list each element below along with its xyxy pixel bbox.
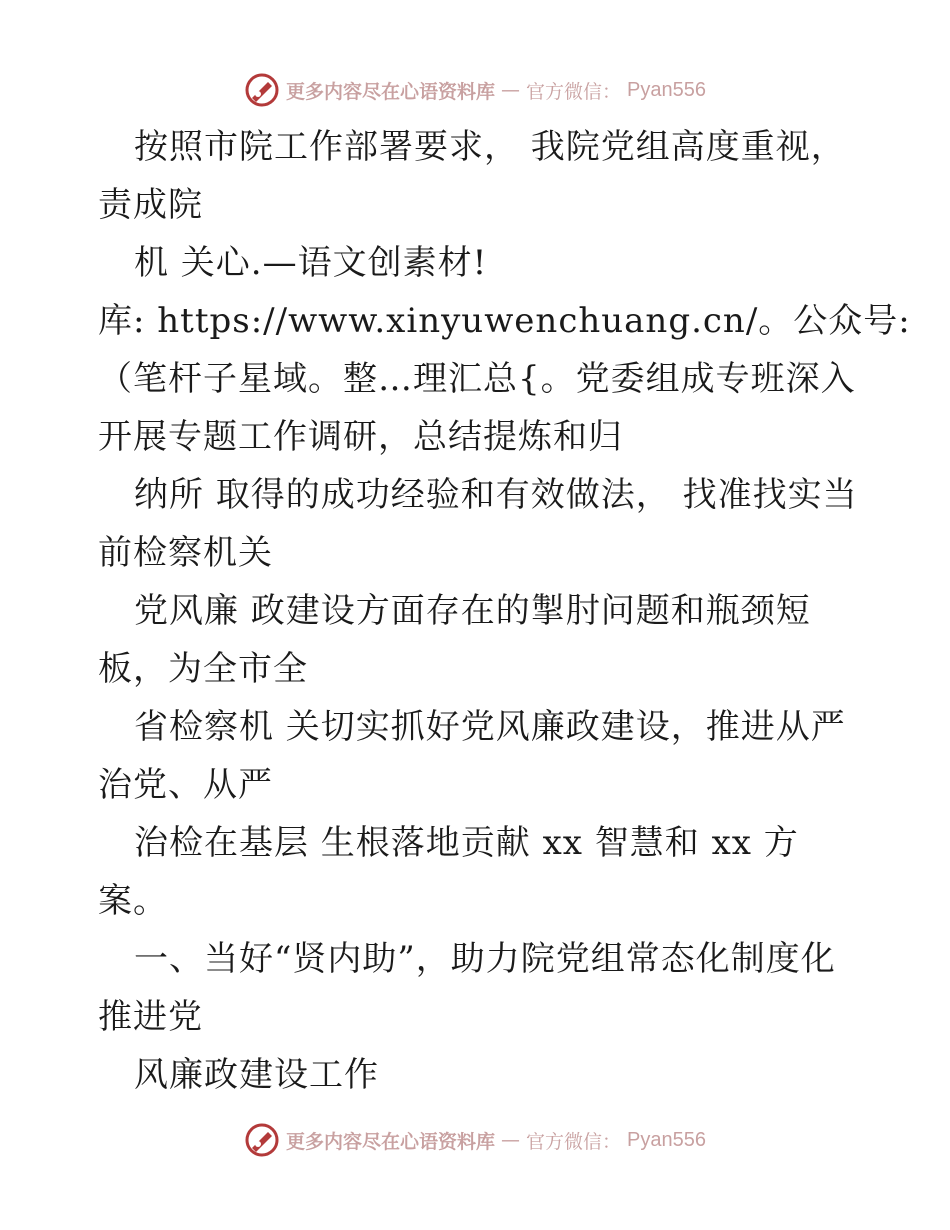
pen-logo-icon: [244, 72, 280, 108]
text-line: 库: https://www.xinyuwenchuang.cn/。公众号:: [98, 301, 911, 341]
text-line: 案。: [98, 881, 168, 921]
text-line: （笔杆子星域。整…理汇总{。党委组成专班深入: [98, 359, 856, 399]
text-line: 一、当好“贤内助”，助力院党组常态化制度化: [134, 939, 836, 979]
text-line: 按照市院工作部署要求， 我院党组高度重视，: [134, 127, 846, 167]
text-line: 机 关心.—语文创素材!: [134, 243, 488, 283]
text-line: 党风廉 政建设方面存在的掣肘问题和瓶颈短: [134, 591, 811, 631]
pen-logo-icon: [244, 1122, 280, 1158]
banner-wechat-id: Pyan556: [627, 1128, 706, 1151]
banner-dash: —: [501, 79, 521, 101]
text-line: 开展专题工作调研，总结提炼和归: [98, 417, 623, 457]
text-line: 治检在基层 生根落地贡献 xx 智慧和 xx 方: [134, 823, 799, 863]
footer-banner: [0, 1120, 950, 1160]
header-banner: [0, 70, 950, 110]
text-line: 省检察机 关切实抓好党风廉政建设，推进从严: [134, 707, 846, 747]
banner-wechat-id: Pyan556: [627, 78, 706, 101]
text-line: 风廉政建设工作: [134, 1055, 379, 1095]
text-line: 纳所 取得的成功经验和有效做法， 找准找实当: [134, 475, 858, 515]
banner-dash: —: [501, 1129, 521, 1151]
text-line: 责成院: [98, 185, 203, 225]
text-line: 前检察机关: [98, 533, 273, 573]
banner-text: 更多内容尽在心语资料库: [286, 80, 496, 103]
banner-text: 更多内容尽在心语资料库: [286, 1130, 496, 1153]
text-line: 推进党: [98, 997, 203, 1037]
banner-official-label: 官方微信：: [526, 80, 622, 103]
banner-official-label: 官方微信：: [526, 1130, 622, 1153]
text-line: 治党、从严: [98, 765, 273, 805]
text-line: 板，为全市全: [98, 649, 308, 689]
